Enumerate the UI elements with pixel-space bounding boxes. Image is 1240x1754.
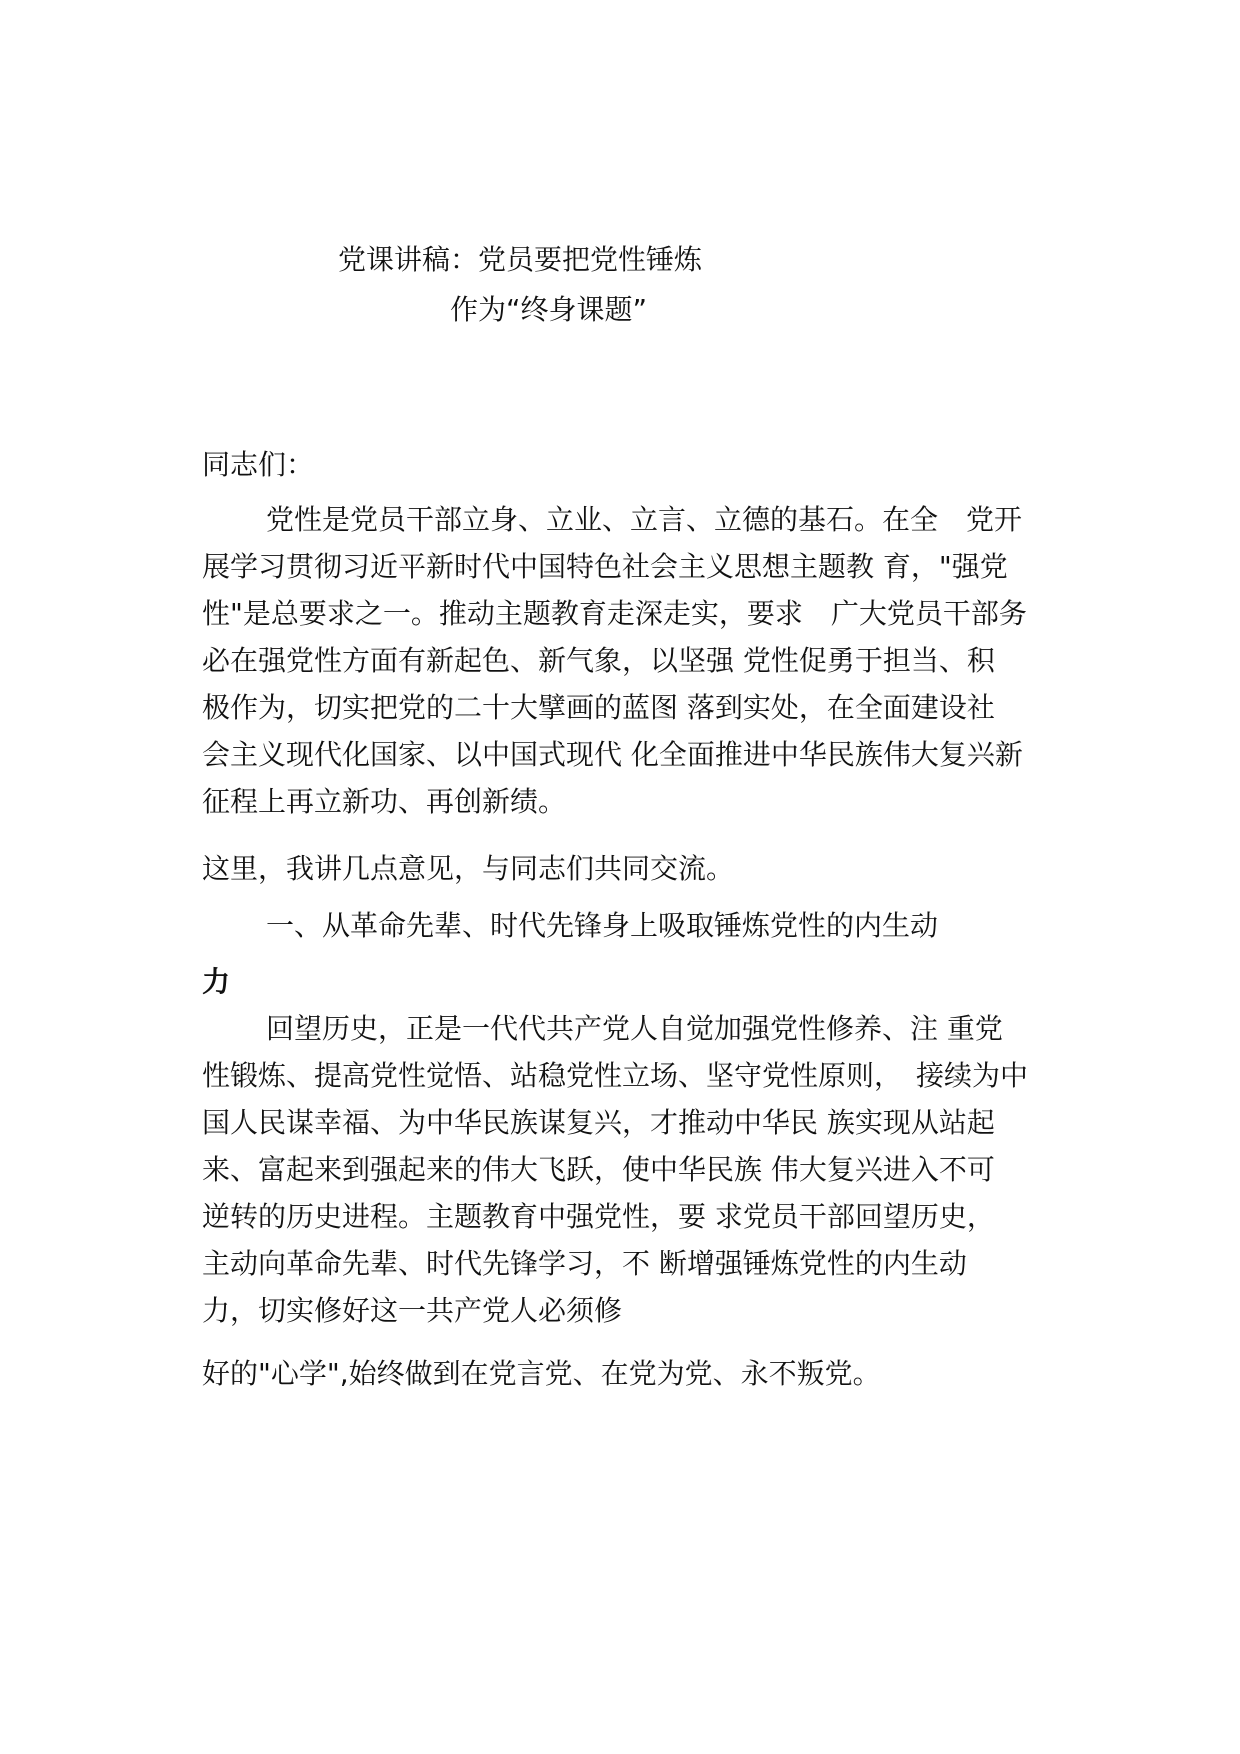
paragraph-3-line: 来、富起来到强起来的伟大飞跃，使中华民族 伟大复兴进入不可 bbox=[202, 1153, 995, 1186]
paragraph-3-line: 国人民谋幸福、为中华民族谋复兴，才推动中华民 族实现从站起 bbox=[202, 1106, 995, 1139]
salutation: 同志们： bbox=[202, 448, 315, 481]
section-heading-1-line: 一、从革命先辈、时代先锋身上吸取锤炼党性的内生动 bbox=[266, 909, 939, 942]
paragraph-1-line: 征程上再立新功、再创新绩。 bbox=[202, 785, 567, 818]
paragraph-2: 这里，我讲几点意见，与同志们共同交流。 bbox=[202, 852, 735, 885]
document-title-line-2: 作为“终身课题” bbox=[450, 293, 648, 326]
document-title-line-1: 党课讲稿：党员要把党性锤炼 bbox=[338, 243, 703, 276]
paragraph-3-line: 主动向革命先辈、时代先锋学习，不 断增强锤炼党性的内生动 bbox=[202, 1247, 967, 1280]
section-heading-1 bbox=[202, 898, 1078, 1010]
paragraph-1 bbox=[202, 496, 1078, 825]
paragraph-1-line: 展学习贯彻习近平新时代中国特色社会主义思想主题教 育，"强党 bbox=[202, 550, 1008, 583]
paragraph-3-tail: 好的"心学",始终做到在党言党、在党为党、永不叛党。 bbox=[202, 1357, 881, 1390]
paragraph-3-line: 性锻炼、提高党性觉悟、站稳党性立场、坚守党性原则， 接续为中 bbox=[202, 1059, 1029, 1092]
paragraph-1-line: 性"是总要求之一。推动主题教育走深走实，要求 广大党员干部务 bbox=[202, 597, 1027, 630]
paragraph-1-line: 党性是党员干部立身、立业、立言、立德的基石。在全 党开 bbox=[266, 503, 1023, 536]
paragraph-1-line: 极作为，切实把党的二十大擘画的蓝图 落到实处，在全面建设社 bbox=[202, 691, 995, 724]
paragraph-3 bbox=[202, 1005, 1078, 1334]
paragraph-1-line: 会主义现代化国家、以中国式现代 化全面推进中华民族伟大复兴新 bbox=[202, 738, 1023, 771]
section-heading-1-line: 力 bbox=[202, 965, 231, 998]
paragraph-3-line: 逆转的历史进程。主题教育中强党性，要 求党员干部回望历史， bbox=[202, 1200, 995, 1233]
paragraph-1-line: 必在强党性方面有新起色、新气象，以坚强 党性促勇于担当、积 bbox=[202, 644, 995, 677]
paragraph-3-line: 力，切实修好这一共产党人必须修 bbox=[202, 1294, 623, 1327]
paragraph-3-line: 回望历史，正是一代代共产党人自觉加强党性修养、注 重党 bbox=[266, 1012, 1003, 1045]
